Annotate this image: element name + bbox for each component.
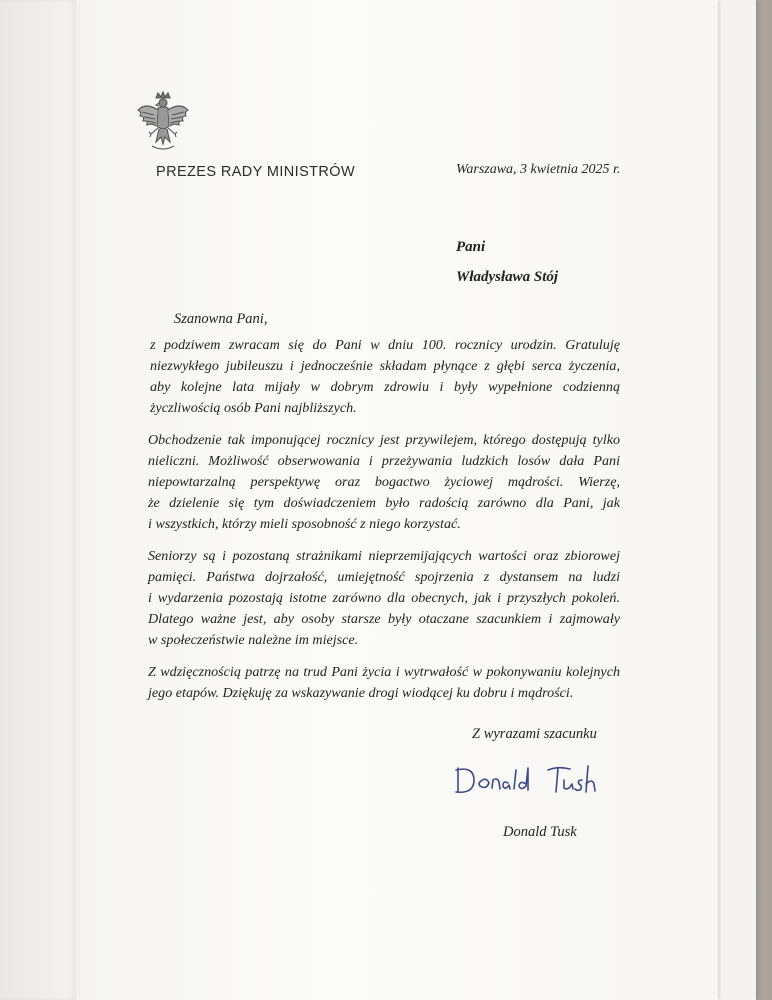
- place-date: Warszawa, 3 kwietnia 2025 r.: [456, 162, 621, 177]
- body-line: z podziwem zwracam się do Pani w dniu 100. rocznicy urodzin. Gratuluję: [150, 337, 620, 353]
- body-line: nieliczni. Możliwość obserwowania i przeżywania ludzkich losów dała Pani: [148, 453, 620, 469]
- paragraph-2: [148, 430, 620, 535]
- handwritten-signature: [452, 758, 612, 802]
- salutation: Szanowna Pani,: [174, 311, 268, 327]
- polish-eagle-icon: [134, 90, 192, 154]
- recipient-title: Pani: [456, 239, 486, 255]
- paragraph-4: [148, 662, 620, 704]
- paragraph-1: [148, 335, 620, 419]
- paragraph-3: [148, 546, 620, 651]
- body-line: aby kolejne lata mijały w dobrym zdrowiu i były wypełnione codzienną: [150, 379, 620, 395]
- body-line: niezwykłego jubileuszu i jednocześnie składam płynące z głębi serca życzenia,: [150, 358, 620, 374]
- body-line: w społeczeństwie należne im miejsce.: [148, 632, 359, 648]
- body-line: i wszystkich, którzy mieli sposobność z niego korzystać.: [148, 516, 461, 532]
- body-line: Seniorzy są i pozostaną strażnikami nieprzemijających wartości oraz zbiorowej: [148, 548, 620, 564]
- recipient-name: Władysława Stój: [456, 269, 559, 285]
- body-line: życzliwością osób Pani najbliższych.: [150, 400, 357, 416]
- recipient-block: [456, 232, 558, 292]
- office-title: PREZES RADY MINISTRÓW: [156, 164, 356, 180]
- body-line: i wydarzenia pozostają istotne zarówno dla obecnych, jak i przyszłych pokoleń.: [148, 590, 620, 606]
- folder-left-page: [0, 0, 84, 1000]
- body-line: Obchodzenie tak imponującej rocznicy jest przywilejem, którego dostępują tylko: [148, 432, 620, 448]
- signer-name: Donald Tusk: [503, 824, 577, 840]
- closing-phrase: Z wyrazami szacunku: [472, 726, 597, 742]
- body-line: pamięci. Państwa dojrzałość, umiejętność spojrzenia z dystansem na ludzi: [148, 569, 620, 585]
- body-line: Dlatego ważne jest, aby osoby starsze były otaczane szacunkiem i zajmowały: [148, 611, 620, 627]
- body-line: niepowtarzalną perspektywę oraz bogactwo życiowej mądrości. Wierzę,: [148, 474, 620, 490]
- body-line: jego etapów. Dziękuję za wskazywanie drogi wiodącej ku dobru i mądrości.: [148, 685, 574, 701]
- body-line: Z wdzięcznością patrzę na trud Pani życia i wytrwałość w pokonywaniu kolejnych: [148, 664, 620, 680]
- letter-body: [148, 335, 620, 715]
- body-line: że dzielenie się tym doświadczeniem było radością zarówno dla Pani, jak: [148, 495, 620, 511]
